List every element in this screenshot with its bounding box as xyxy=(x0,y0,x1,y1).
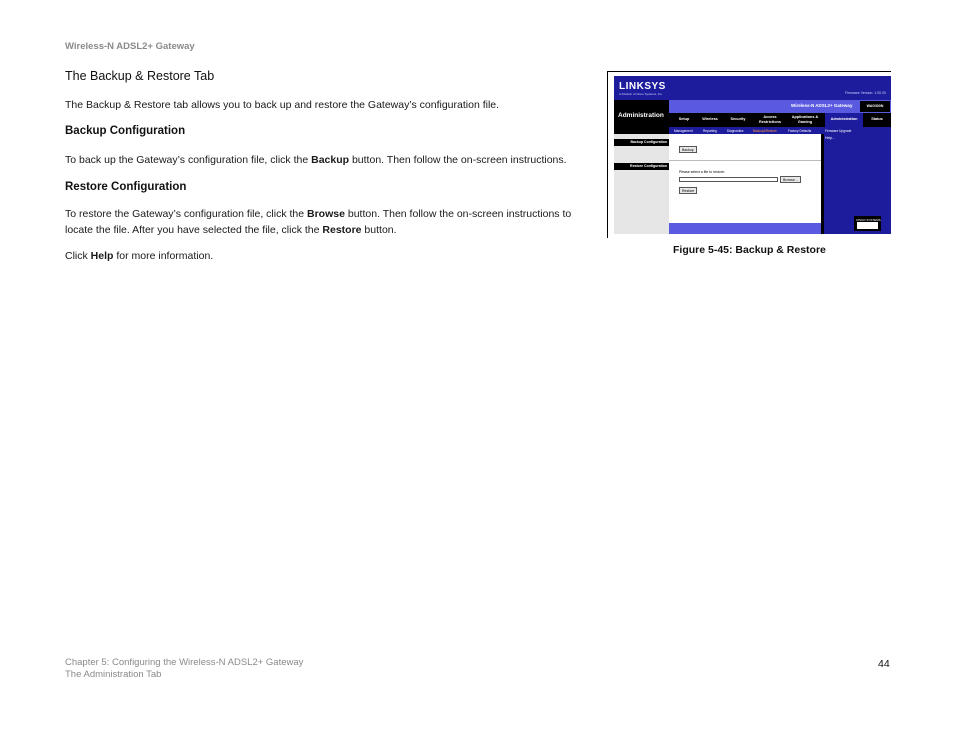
cisco-logo-text: CISCO SYSTEMS xyxy=(856,218,881,222)
running-head: Wireless-N ADSL2+ Gateway xyxy=(65,41,195,52)
ui-bottom-bar xyxy=(669,223,821,234)
backup-text-1: To back up the Gateway’s configuration file, click the xyxy=(65,154,312,166)
help-bold: Help xyxy=(90,250,114,262)
restore-button[interactable]: Restore xyxy=(679,187,697,194)
subtab-management[interactable]: Management xyxy=(674,128,693,133)
tab-access-restrictions[interactable]: Access Restrictions xyxy=(759,115,781,124)
tab-wireless[interactable]: Wireless xyxy=(702,117,718,121)
tab-administration[interactable]: Administration xyxy=(825,113,863,127)
firmware-version: Firmware Version: 1.00.00 xyxy=(845,91,886,95)
section-title: The Backup & Restore Tab xyxy=(65,69,215,83)
section-name: Administration xyxy=(618,112,664,119)
backup-bold: Backup xyxy=(311,154,350,166)
backup-text-2: button. Then follow the on-screen instructions. xyxy=(349,154,567,166)
ui-content-area xyxy=(669,134,821,234)
tab-applications-gaming[interactable]: Applications & Gaming xyxy=(791,115,819,124)
restore-file-input[interactable] xyxy=(679,177,778,182)
model-number: WAG300N xyxy=(860,101,890,112)
restore-text-1: To restore the Gateway’s configuration file, click the xyxy=(65,208,308,220)
intro-paragraph: The Backup & Restore tab allows you to back up and restore the Gateway’s configuration file. xyxy=(65,99,500,111)
subtab-factory-defaults[interactable]: Factory Defaults xyxy=(788,128,812,133)
help-text-1: Click xyxy=(65,250,91,262)
cisco-logo xyxy=(854,216,881,231)
help-separator xyxy=(821,134,824,234)
ui-left-labels xyxy=(614,134,669,234)
footer-section: The Administration Tab xyxy=(65,669,162,680)
subtab-diagnostics[interactable]: Diagnostics xyxy=(727,128,744,133)
figure-caption: Figure 5-45: Backup & Restore xyxy=(673,244,826,256)
help-paragraph xyxy=(65,248,580,264)
ui-banner xyxy=(614,76,891,100)
tab-setup[interactable]: Setup xyxy=(678,117,690,121)
file-prompt-label: Please select a file to restore: xyxy=(679,170,725,174)
subtab-reporting[interactable]: Reporting xyxy=(703,128,717,133)
figure-screenshot xyxy=(607,71,891,238)
label-backup-configuration: Backup Configuration xyxy=(614,139,669,146)
ui-main-tabs xyxy=(669,113,891,127)
restore-heading: Restore Configuration xyxy=(65,181,187,193)
label-restore-configuration: Restore Configuration xyxy=(614,163,669,170)
restore-paragraph xyxy=(65,206,580,238)
linksys-logo-subtitle: A Division of Cisco Systems, Inc. xyxy=(619,92,663,96)
cisco-bridge-icon xyxy=(857,222,878,229)
ui-section-header xyxy=(614,100,669,134)
linksys-logo: LINKSYS xyxy=(619,81,666,92)
restore-text-3: button. xyxy=(361,224,397,236)
backup-paragraph xyxy=(65,152,580,168)
page-footer xyxy=(65,657,303,681)
footer-chapter: Chapter 5: Configuring the Wireless-N ADSL2+ Gateway xyxy=(65,657,304,668)
subtab-backup-restore[interactable]: Backup&Restore xyxy=(753,128,777,133)
restore-text-2: button. Then follow the on-screen instructions to locate the file. After you have selected the file, click the xyxy=(65,208,572,236)
help-text-2: for more information. xyxy=(113,250,214,262)
tab-security[interactable]: Security xyxy=(730,117,746,121)
backup-heading: Backup Configuration xyxy=(65,125,186,137)
tab-status[interactable]: Status xyxy=(871,117,883,121)
restore-bold-browse: Browse xyxy=(307,208,345,220)
model-name: Wireless-N ADSL2+ Gateway xyxy=(791,103,853,108)
help-link[interactable]: Help... xyxy=(825,136,836,140)
browse-button[interactable]: Browse... xyxy=(780,176,801,183)
backup-button[interactable]: Backup xyxy=(679,146,697,153)
ui-model-bar xyxy=(669,100,891,113)
content-divider xyxy=(669,160,821,161)
ui-help-panel xyxy=(821,134,891,234)
page-number: 44 xyxy=(878,658,890,670)
restore-bold-restore: Restore xyxy=(322,224,362,236)
ui-sub-tabs xyxy=(669,127,891,134)
subtab-firmware-upgrade[interactable]: Firmware Upgrade xyxy=(825,128,852,133)
